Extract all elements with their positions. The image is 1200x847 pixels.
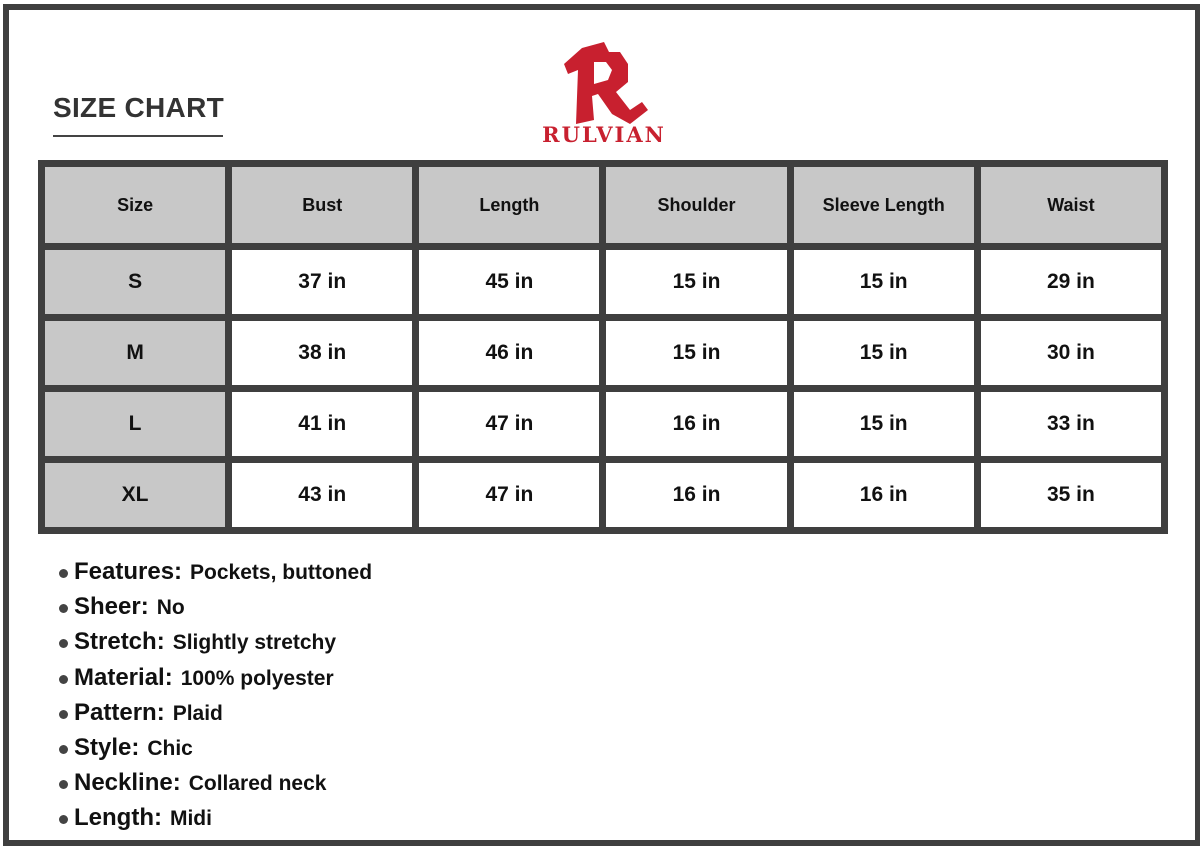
size-table [38,160,1168,534]
measurement-cell: 15 in [794,392,974,456]
feature-value: No [156,596,185,620]
list-item [55,734,372,769]
feature-value: Pockets, buttoned [190,561,373,584]
measurement-cell: 37 in [232,250,412,314]
bullet-icon [59,710,68,719]
title-underline [53,135,223,137]
bullet-icon [59,604,68,613]
bullet-icon [59,569,68,578]
measurement-cell: 41 in [232,392,412,456]
measurement-cell: 45 in [419,250,599,314]
measurement-cell: 15 in [606,250,786,314]
column-header: Size [45,167,225,243]
feature-label: Neckline: [74,769,181,797]
feature-value: Midi [169,807,212,831]
list-item [55,628,372,663]
feature-value: Slightly stretchy [172,631,337,655]
feature-label: Style: [74,733,140,761]
size-chart-frame [3,4,1200,846]
size-cell: S [45,250,225,314]
measurement-cell: 15 in [794,321,974,385]
size-cell: XL [45,463,225,527]
list-item [55,699,372,734]
list-item [55,593,372,628]
bullet-icon [59,780,68,789]
column-header: Bust [232,167,412,243]
measurement-cell: 43 in [232,463,412,527]
size-cell: M [45,321,225,385]
feature-label: Stretch: [74,628,165,656]
feature-list [55,558,372,840]
measurement-cell: 15 in [606,321,786,385]
list-item [55,769,372,804]
measurement-cell: 46 in [419,321,599,385]
measurement-cell: 33 in [981,392,1161,456]
brand-logo [529,40,679,155]
brand-name: RULVIAN [542,122,666,147]
feature-label: Length: [74,804,162,832]
table-header-row [45,167,1161,243]
list-item [55,804,372,839]
measurement-cell: 38 in [232,321,412,385]
bullet-icon [59,815,68,824]
feature-value: 100% polyester [180,666,334,690]
list-item [55,664,372,699]
feature-label: Material: [74,663,173,691]
r-monogram-icon [554,40,654,125]
column-header: Sleeve Length [794,167,974,243]
table-row [45,250,1161,314]
measurement-cell: 47 in [419,392,599,456]
table-row [45,321,1161,385]
feature-value: Plaid [172,701,223,725]
bullet-icon [59,639,68,648]
measurement-cell: 35 in [981,463,1161,527]
measurement-cell: 29 in [981,250,1161,314]
feature-label: Pattern: [74,698,165,726]
measurement-cell: 16 in [606,392,786,456]
table-row [45,463,1161,527]
measurement-cell: 15 in [794,250,974,314]
feature-value: Collared neck [188,772,327,796]
table-row [45,392,1161,456]
feature-value: Chic [147,736,193,760]
size-cell: L [45,392,225,456]
column-header: Shoulder [606,167,786,243]
bullet-icon [59,675,68,684]
column-header: Waist [981,167,1161,243]
measurement-cell: 16 in [606,463,786,527]
feature-label: Sheer: [74,593,149,621]
page-title: SIZE CHART [53,92,224,123]
measurement-cell: 47 in [419,463,599,527]
list-item [55,558,372,593]
column-header: Length [419,167,599,243]
measurement-cell: 30 in [981,321,1161,385]
measurement-cell: 16 in [794,463,974,527]
bullet-icon [59,745,68,754]
feature-label: Features: [74,558,183,585]
